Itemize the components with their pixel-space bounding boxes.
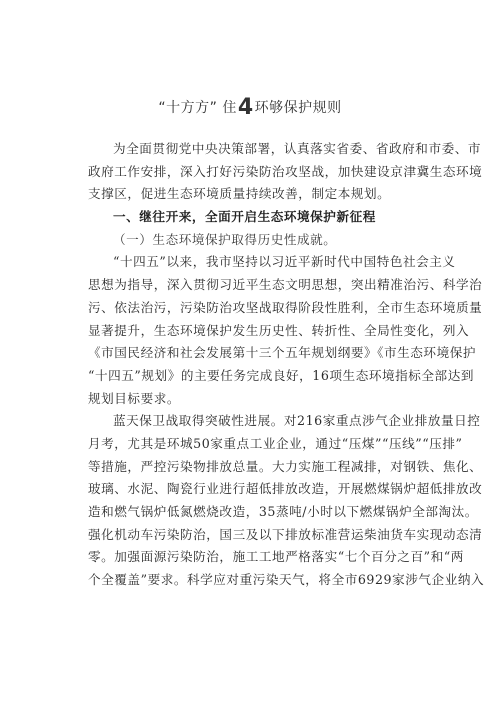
- paragraph-line: 月考，尤其是环城50家重点工业企业，通过“压煤”“压线”“压排”: [88, 435, 463, 451]
- paragraph-line: 政府工作安排，深入打好污染防治攻坚战，加快建设京津冀生态环境: [88, 163, 483, 179]
- section-heading: 一、继往开来，全面开启生态环境保护新征程: [113, 209, 376, 225]
- paragraph-line: 显著提升，生态环境保护发生历史性、转折性、全局性变化，列入: [88, 322, 470, 338]
- subsection-heading: （一）生态环境保护取得历史性成就。: [113, 231, 337, 247]
- title-number: 4: [237, 95, 254, 120]
- paragraph-line: 为全面贯彻党中央决策部署，认真落实省委、省政府和市委、市: [113, 141, 482, 156]
- paragraph-line: 玻璃、水泥、陶瓷行业进行超低排放改造，开展燃煤锅炉超低排放改: [88, 481, 483, 497]
- document-body: [88, 138, 485, 592]
- paragraph-line: 强化机动车污染防治，国三及以下排放标准营运柴油货车实现动态清: [88, 526, 483, 542]
- document-title: [0, 95, 500, 120]
- paragraph-line: 造和燃气锅炉低氮燃烧改造，35蒸吨/小时以下燃煤锅炉全部淘汰。: [88, 504, 478, 519]
- title-prefix: “十方方” 住: [158, 100, 237, 116]
- paragraph-line: 《市国民经济和社会发展第十三个五年规划纲要》《市生态环境保护: [88, 345, 477, 361]
- paragraph-line: 蓝天保卫战取得突破性进展。对216家重点涉气企业排放量日控: [113, 413, 481, 429]
- title-suffix: 环够保护规则: [254, 100, 342, 116]
- paragraph-line: “十四五”规划》的主要任务完成良好，16项生态环境指标全部达到: [88, 367, 474, 383]
- paragraph-line: 污、依法治污，污染防治攻坚战取得阶段性胜利，全市生态环境质量: [88, 299, 483, 315]
- paragraph-line: 零。加强面源污染防治，施工工地严格落实“七个百分之百”和“两: [88, 549, 464, 565]
- paragraph-line: 等措施，严控污染物排放总量。大力实施工程减排，对钢铁、焦化、: [88, 458, 483, 474]
- paragraph-line: 支撑区，促进生态环境质量持续改善，制定本规划。: [88, 186, 391, 202]
- paragraph-line: 规划目标要求。: [88, 390, 181, 406]
- paragraph-line: “十四五”以来，我市坚持以习近平新时代中国特色社会主义: [113, 254, 456, 270]
- paragraph-line: 思想为指导，深入贯彻习近平生态文明思想，突出精准治污、科学治: [88, 277, 483, 293]
- paragraph-line: 个全覆盖”要求。科学应对重污染天气，将全市6929家涉气企业纳入: [88, 572, 485, 588]
